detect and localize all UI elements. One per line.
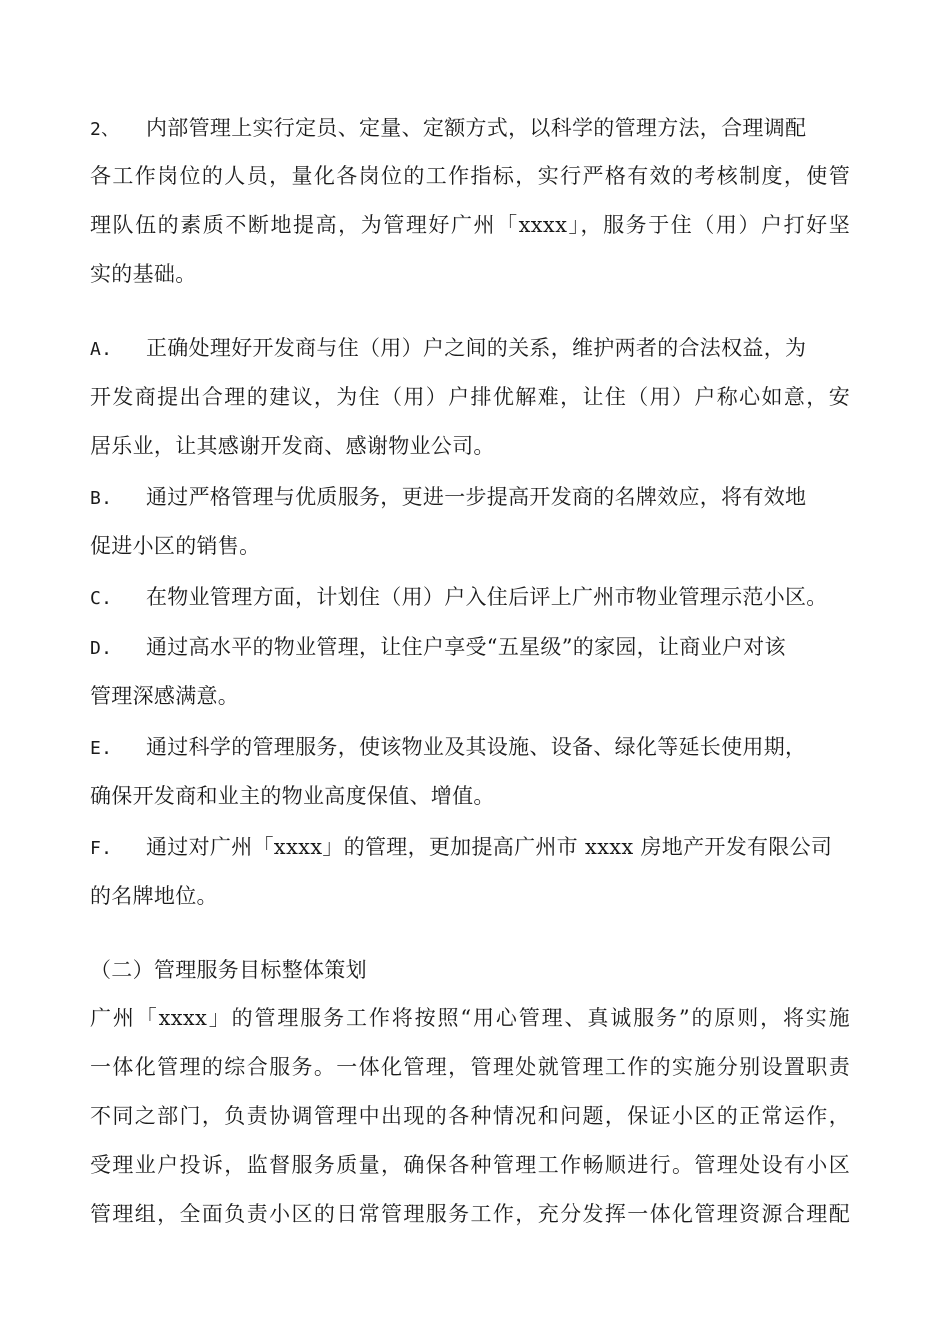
paragraph-2-line-1: [90, 113, 806, 145]
item-f-marker: F.: [90, 838, 113, 859]
item-f-text: 通过对广州「xxxx」的管理，更加提高广州市 xxxx 房地产开发有限公司: [146, 835, 833, 859]
section-body-line-4: 受理业户投诉，监督服务质量，确保各种管理工作畅顺进行。管理处设有小区: [90, 1153, 850, 1177]
item-e-line-1: [90, 732, 806, 764]
section-body-line-1: 广州「xxxx」的管理服务工作将按照“用心管理、真诚服务”的原则，将实施: [90, 1006, 850, 1030]
paragraph-2-line-4: 实的基础。: [90, 262, 197, 286]
section-body-line-5: 管理组，全面负责小区的日常管理服务工作，充分发挥一体化管理资源合理配: [90, 1202, 850, 1226]
item-b-line-1: [90, 482, 806, 514]
paragraph-2-line-3: 理队伍的素质不断地提高，为管理好广州「xxxx」，服务于住（用）户打好坚: [90, 213, 850, 237]
paragraph-2-line-2: 各工作岗位的人员，量化各岗位的工作指标，实行严格有效的考核制度，使管: [90, 164, 850, 188]
item-a-text: 正确处理好开发商与住（用）户之间的关系，维护两者的合法权益，为: [146, 336, 807, 360]
item-b-line-2: 促进小区的销售。: [90, 534, 261, 558]
item-c-line-1: [90, 582, 828, 614]
section-heading: （二）管理服务目标整体策划: [90, 958, 367, 982]
section-body-line-3: 不同之部门，负责协调管理中出现的各种情况和问题，保证小区的正常运作，: [90, 1104, 850, 1128]
item-a-marker: A.: [90, 339, 113, 360]
paragraph-2-text: 内部管理上实行定员、定量、定额方式，以科学的管理方法，合理调配: [146, 116, 807, 140]
paragraph-2-marker: 2、: [90, 119, 120, 140]
item-b-text: 通过严格管理与优质服务，更进一步提高开发商的名牌效应，将有效地: [146, 485, 807, 509]
item-c-text: 在物业管理方面，计划住（用）户入住后评上广州市物业管理示范小区。: [146, 585, 828, 609]
item-d-line-2: 管理深感满意。: [90, 684, 240, 708]
item-e-line-2: 确保开发商和业主的物业高度保值、增值。: [90, 784, 495, 808]
item-d-marker: D.: [90, 638, 113, 659]
item-e-text: 通过科学的管理服务，使该物业及其设施、设备、绿化等延长使用期，: [146, 735, 807, 759]
item-d-line-1: [90, 632, 786, 664]
item-f-line-1: [90, 832, 832, 864]
item-a-line-3: 居乐业，让其感谢开发商、感谢物业公司。: [90, 434, 495, 458]
item-a-line-2: 开发商提出合理的建议，为住（用）户排优解难，让住（用）户称心如意，安: [90, 385, 850, 409]
section-body-line-2: 一体化管理的综合服务。一体化管理，管理处就管理工作的实施分别设置职责: [90, 1055, 850, 1079]
item-d-text: 通过高水平的物业管理，让住户享受“五星级”的家园，让商业户对该: [146, 635, 786, 659]
item-e-marker: E.: [90, 738, 113, 759]
item-a-line-1: [90, 333, 806, 365]
item-c-marker: C.: [90, 588, 113, 609]
item-f-line-2: 的名牌地位。: [90, 884, 218, 908]
item-b-marker: B.: [90, 488, 113, 509]
